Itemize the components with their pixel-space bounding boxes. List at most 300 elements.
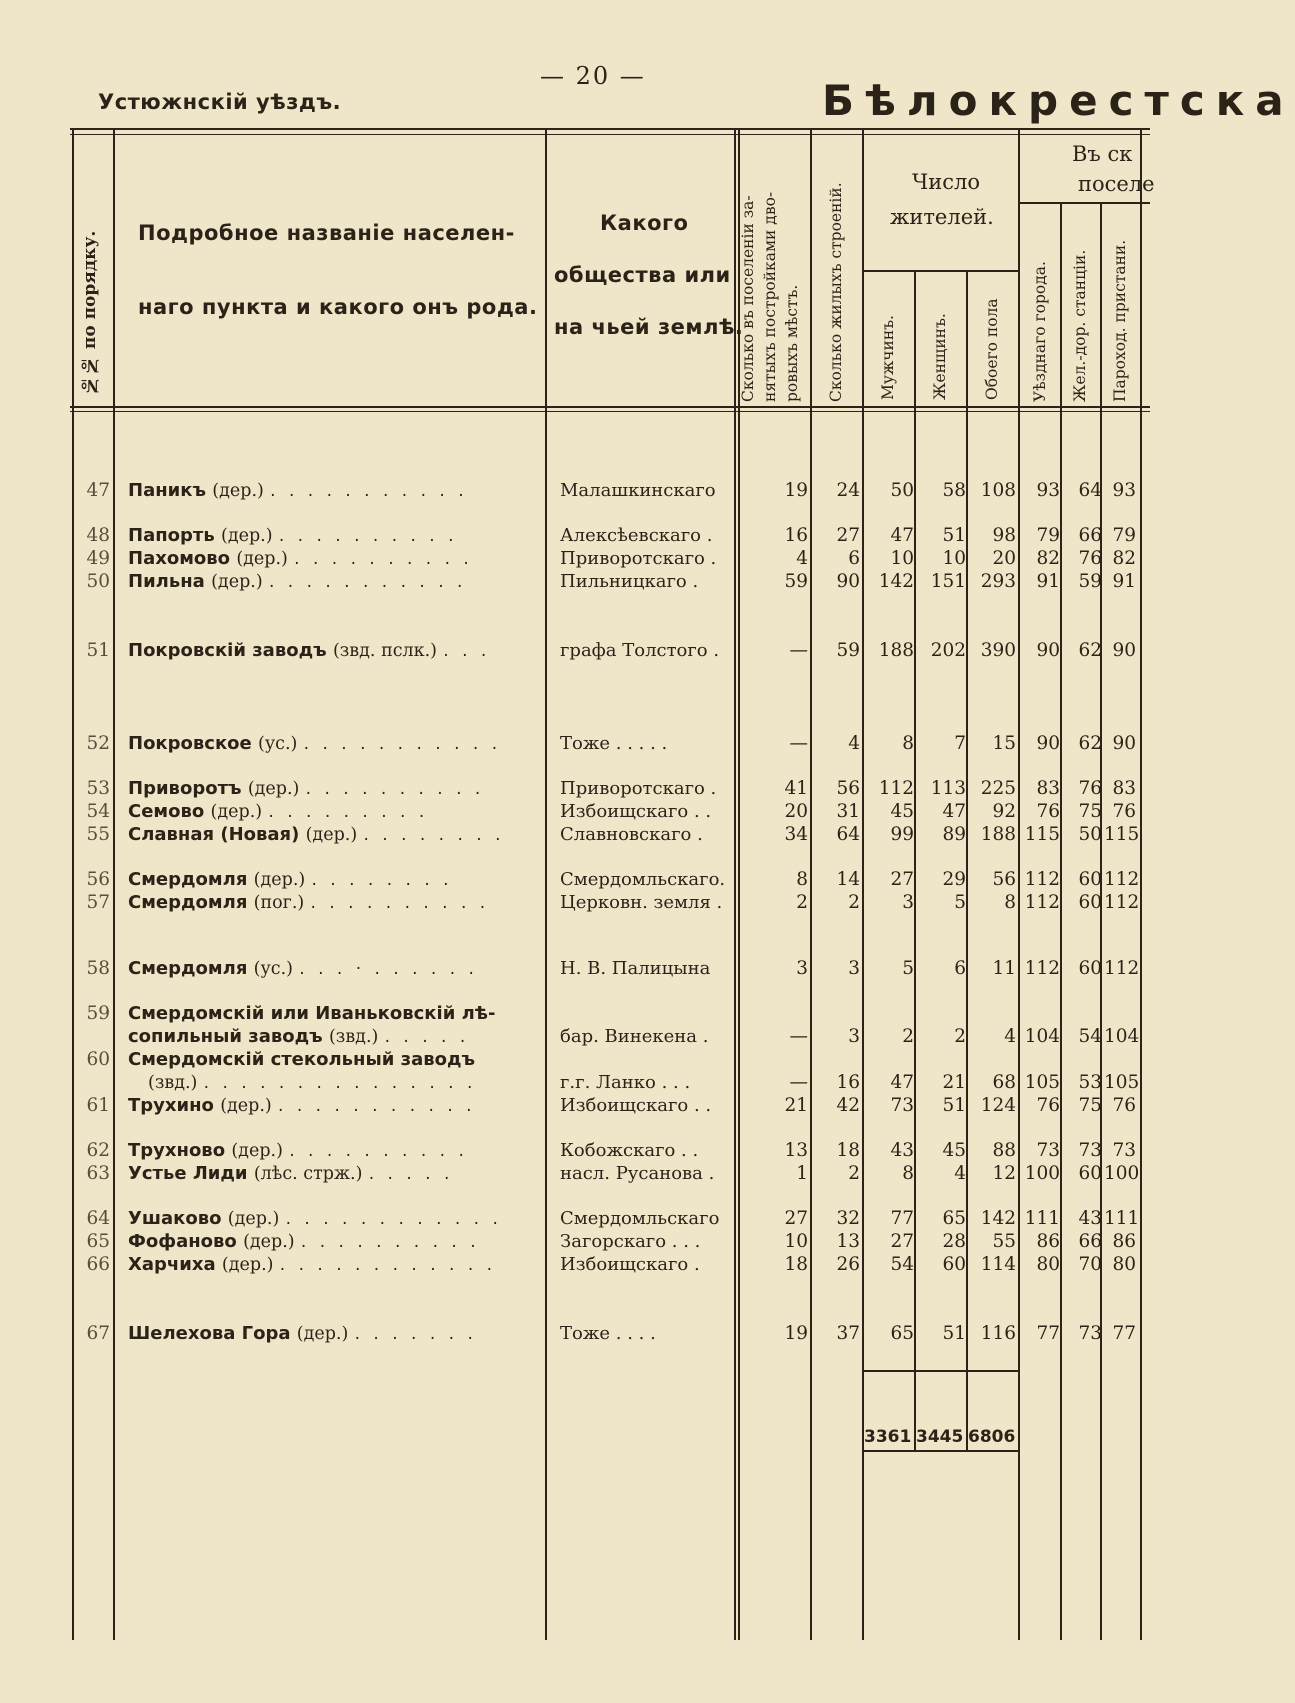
value-c3: 73 (890, 1095, 914, 1116)
value-c6: 112 (1024, 869, 1060, 890)
society-cell: Малашкинскаго (560, 480, 716, 501)
value-c6: 93 (1036, 480, 1060, 501)
value-c5: 142 (980, 1208, 1016, 1229)
value-c2: 3 (848, 958, 860, 979)
value-c3: 8 (902, 733, 914, 754)
value-c7: 75 (1078, 1095, 1102, 1116)
society-cell: Тоже . . . . . (560, 733, 668, 754)
table-row (0, 1003, 1150, 1025)
value-c8: 112 (1104, 869, 1140, 890)
value-c8: 93 (1112, 480, 1136, 501)
value-c2: 13 (836, 1231, 860, 1252)
table-row (0, 733, 1150, 755)
place-type: (дер.) (305, 825, 358, 845)
leader-dots: . . . . . (384, 1027, 470, 1047)
value-c3: 47 (890, 525, 914, 546)
table-row (0, 525, 1150, 547)
col-header-rail: Жел.-дор. станціи. (1071, 249, 1089, 402)
place-name-cell (128, 778, 484, 799)
value-c4: 202 (930, 640, 966, 661)
row-number: 60 (86, 1049, 110, 1070)
value-c1: — (789, 1072, 808, 1093)
value-c3: 45 (890, 801, 914, 822)
leader-dots: . . . . . . . . . . (310, 893, 490, 913)
place-name-cell (128, 1003, 495, 1024)
col-header-distance-2: поселе (1078, 172, 1155, 196)
col-header-society-3: на чьей землѣ. (554, 315, 744, 339)
value-c7: 60 (1078, 892, 1102, 913)
col-line (1100, 202, 1102, 1640)
table-row (0, 1026, 1150, 1048)
value-c1: 13 (784, 1140, 808, 1161)
value-c7: 70 (1078, 1254, 1102, 1275)
place-name-cell (128, 958, 478, 979)
value-c7: 73 (1078, 1140, 1102, 1161)
value-c7: 62 (1078, 733, 1102, 754)
row-number: 65 (86, 1231, 110, 1252)
value-c1: 3 (796, 958, 808, 979)
table-row (0, 778, 1150, 800)
table-row (0, 824, 1150, 846)
table-row (0, 1095, 1150, 1117)
value-c2: 24 (836, 480, 860, 501)
col-header-num: №№ по порядку. (80, 230, 100, 395)
value-c6: 105 (1024, 1072, 1060, 1093)
leader-dots: . . . . . . . . . . . . (279, 1255, 497, 1275)
value-c5: 293 (980, 571, 1016, 592)
value-c2: 3 (848, 1026, 860, 1047)
value-c1: — (789, 1026, 808, 1047)
row-number: 50 (86, 571, 110, 592)
value-c3: 188 (878, 640, 914, 661)
col-header-women: Женщинъ. (931, 313, 949, 400)
value-c8: 100 (1104, 1163, 1140, 1184)
value-c4: 28 (942, 1231, 966, 1252)
place-name: Паникъ (128, 480, 207, 501)
top-rule (70, 128, 1150, 130)
value-c1: 16 (784, 525, 808, 546)
place-name-cell (128, 1140, 468, 1161)
value-c4: 51 (942, 1323, 966, 1344)
value-c3: 142 (878, 571, 914, 592)
value-c5: 225 (980, 778, 1016, 799)
value-c3: 99 (890, 824, 914, 845)
col-header-both: Обоего пола (983, 298, 1001, 400)
value-c3: 77 (890, 1208, 914, 1229)
value-c8: 79 (1112, 525, 1136, 546)
leader-dots: . . . · . . . . . . (299, 959, 478, 979)
value-c1: 21 (784, 1095, 808, 1116)
value-c3: 2 (902, 1026, 914, 1047)
value-c3: 43 (890, 1140, 914, 1161)
row-number: 48 (86, 525, 110, 546)
leader-dots: . . . . . . . . . . . (270, 481, 468, 501)
leader-dots: . . . . . . . . . . (278, 526, 458, 546)
society-cell: г.г. Ланко . . . (560, 1072, 691, 1093)
society-cell: графа Толстого . (560, 640, 720, 661)
row-number: 54 (86, 801, 110, 822)
header-bottom-rule-thin (70, 411, 1150, 412)
value-c5: 11 (992, 958, 1016, 979)
value-c6: 79 (1036, 525, 1060, 546)
value-c8: 112 (1104, 892, 1140, 913)
value-c8: 80 (1112, 1254, 1136, 1275)
value-c6: 80 (1036, 1254, 1060, 1275)
value-c5: 188 (980, 824, 1016, 845)
col-header-town: Уѣзднаго города. (1031, 261, 1049, 402)
value-c3: 65 (890, 1323, 914, 1344)
place-name: Шелехова Гора (128, 1323, 291, 1344)
value-c6: 100 (1024, 1163, 1060, 1184)
row-number: 57 (86, 892, 110, 913)
value-c3: 8 (902, 1163, 914, 1184)
place-name: Пахомово (128, 548, 231, 569)
inhabitants-sub-rule (862, 270, 1018, 272)
value-c5: 4 (1004, 1026, 1016, 1047)
value-c5: 12 (992, 1163, 1016, 1184)
place-name: Ушаково (128, 1208, 222, 1229)
row-number: 55 (86, 824, 110, 845)
place-type: (дер.) (211, 572, 263, 592)
value-c6: 76 (1036, 801, 1060, 822)
value-c2: 90 (836, 571, 860, 592)
society-cell: Смердомльскаго. (560, 869, 726, 890)
value-c5: 55 (992, 1231, 1016, 1252)
value-c4: 47 (942, 801, 966, 822)
place-name: Смердомскій или Иваньковскій лѣ- (128, 1003, 496, 1024)
row-number: 49 (86, 548, 110, 569)
value-c5: 68 (992, 1072, 1016, 1093)
table-row (0, 640, 1150, 662)
leader-dots: . . . . . . . . . . . . (285, 1209, 502, 1229)
leader-dots: . . . . . (368, 1164, 454, 1184)
col-header-society-1: Какого (600, 211, 689, 235)
table-row (0, 1049, 1150, 1071)
value-c4: 60 (942, 1254, 966, 1275)
place-name-cell (128, 480, 468, 501)
value-c2: 14 (836, 869, 860, 890)
place-type: (дер.) (236, 549, 288, 569)
society-cell: Алексѣевскаго . (560, 525, 713, 546)
value-c6: 115 (1024, 824, 1060, 845)
value-c8: 105 (1104, 1072, 1140, 1093)
value-c1: 1 (796, 1163, 808, 1184)
value-c8: 104 (1104, 1026, 1140, 1047)
value-c5: 114 (980, 1254, 1016, 1275)
value-c4: 51 (942, 525, 966, 546)
value-c7: 64 (1078, 480, 1102, 501)
place-type: (дер.) (210, 802, 263, 822)
place-name: Устье Лиди (128, 1163, 248, 1184)
value-c1: — (789, 733, 808, 754)
value-c6: 77 (1036, 1323, 1060, 1344)
value-c4: 5 (954, 892, 966, 913)
value-c7: 66 (1078, 525, 1102, 546)
leader-dots: . . . . . . . (354, 1324, 477, 1344)
value-c3: 47 (890, 1072, 914, 1093)
value-c1: 4 (796, 548, 808, 569)
value-c8: 73 (1112, 1140, 1136, 1161)
place-name-cell (128, 1163, 453, 1184)
value-c7: 76 (1078, 548, 1102, 569)
row-number: 52 (86, 733, 110, 754)
value-c4: 10 (942, 548, 966, 569)
value-c7: 66 (1078, 1231, 1102, 1252)
row-number: 47 (86, 480, 110, 501)
place-name: Семово (128, 801, 205, 822)
table-row (0, 1323, 1150, 1345)
place-name: Смердомля (128, 958, 248, 979)
value-c5: 108 (980, 480, 1016, 501)
row-number: 61 (86, 1095, 110, 1116)
society-cell: Приворотскаго . (560, 548, 717, 569)
value-c6: 83 (1036, 778, 1060, 799)
value-c2: 31 (836, 801, 860, 822)
table-row (0, 480, 1150, 502)
value-c5: 88 (992, 1140, 1016, 1161)
row-number: 56 (86, 869, 110, 890)
place-name-cell (128, 1049, 475, 1070)
value-c3: 3 (902, 892, 914, 913)
place-name: Пильна (128, 571, 205, 592)
value-c4: 151 (930, 571, 966, 592)
place-name: Трухново (128, 1140, 226, 1161)
place-name-cell (128, 1254, 496, 1275)
value-c4: 2 (954, 1026, 966, 1047)
place-type: (пог.) (253, 893, 305, 913)
society-cell: Славновскаго . (560, 824, 703, 845)
value-c3: 54 (890, 1254, 914, 1275)
leader-dots: . . . (443, 641, 491, 661)
place-name: сопильный заводъ (128, 1026, 323, 1047)
value-c2: 37 (836, 1323, 860, 1344)
table-row (0, 571, 1150, 593)
col-header-settled-3: ровыхъ мѣстъ. (783, 284, 801, 402)
value-c6: 112 (1024, 958, 1060, 979)
value-c8: 86 (1112, 1231, 1136, 1252)
value-c2: 16 (836, 1072, 860, 1093)
society-cell: Тоже . . . . (560, 1323, 656, 1344)
value-c2: 26 (836, 1254, 860, 1275)
value-c8: 111 (1104, 1208, 1140, 1229)
place-name-cell (128, 869, 453, 890)
place-type: (дер.) (247, 779, 300, 799)
value-c1: 10 (784, 1231, 808, 1252)
value-c5: 92 (992, 801, 1016, 822)
society-cell: Избоищскаго . . (560, 801, 712, 822)
value-c8: 115 (1104, 824, 1140, 845)
place-name: Покровскій заводъ (128, 640, 327, 661)
value-c2: 42 (836, 1095, 860, 1116)
col-header-name-1: Подробное названіе населен- (138, 221, 515, 245)
society-cell: насл. Русанова . (560, 1163, 715, 1184)
value-c6: 86 (1036, 1231, 1060, 1252)
table-row (0, 892, 1150, 914)
place-type: (дер.) (243, 1232, 295, 1252)
page-number: — 20 — (540, 62, 646, 90)
table-row (0, 1208, 1150, 1230)
leader-dots: . . . . . . . . (363, 825, 505, 845)
value-c6: 104 (1024, 1026, 1060, 1047)
place-name: Славная (Новая) (128, 824, 300, 845)
value-c4: 65 (942, 1208, 966, 1229)
value-c1: 41 (784, 778, 808, 799)
value-c8: 83 (1112, 778, 1136, 799)
value-c8: 82 (1112, 548, 1136, 569)
place-name-cell (128, 1231, 480, 1252)
table-row (0, 958, 1150, 980)
value-c3: 10 (890, 548, 914, 569)
col-header-distance-1: Въ ск (1072, 142, 1133, 166)
leader-dots: . . . . . . . . . . . (303, 734, 502, 754)
table-row (0, 1072, 1150, 1094)
value-c5: 124 (980, 1095, 1016, 1116)
row-number: 62 (86, 1140, 110, 1161)
place-name-cell (128, 733, 501, 754)
value-c8: 77 (1112, 1323, 1136, 1344)
place-name-cell (128, 824, 505, 845)
col-header-pier: Пароход. пристани. (1111, 239, 1129, 402)
value-c8: 76 (1112, 1095, 1136, 1116)
leader-dots: . . . . . . . . . (268, 802, 429, 822)
row-number: 63 (86, 1163, 110, 1184)
place-type: (звд. пслк.) (332, 641, 437, 661)
place-type: (ус.) (253, 959, 293, 979)
society-cell: Пильницкаго . (560, 571, 699, 592)
leader-dots: . . . . . . . . . . . (278, 1096, 476, 1116)
table-row (0, 1140, 1150, 1162)
place-type: (дер.) (220, 1096, 272, 1116)
value-c5: 20 (992, 548, 1016, 569)
leader-dots: . . . . . . . . . . (305, 779, 485, 799)
row-number: 51 (86, 640, 110, 661)
value-c8: 91 (1112, 571, 1136, 592)
place-name: Смердомля (128, 869, 248, 890)
place-name-cell (148, 1072, 476, 1093)
value-c1: 8 (796, 869, 808, 890)
value-c4: 45 (942, 1140, 966, 1161)
value-c6: 73 (1036, 1140, 1060, 1161)
value-c2: 27 (836, 525, 860, 546)
value-c6: 111 (1024, 1208, 1060, 1229)
place-type: (дер.) (227, 1209, 280, 1229)
value-c4: 6 (954, 958, 966, 979)
value-c6: 90 (1036, 733, 1060, 754)
value-c2: 2 (848, 1163, 860, 1184)
header-bottom-rule (70, 406, 1150, 408)
value-c7: 73 (1078, 1323, 1102, 1344)
row-number: 64 (86, 1208, 110, 1229)
society-cell: Н. В. Палицына (560, 958, 711, 979)
col-line (1060, 202, 1062, 1640)
totals-bottom-rule (862, 1450, 1018, 1452)
place-type: (дер.) (212, 481, 264, 501)
place-name: Трухино (128, 1095, 214, 1116)
place-name-cell (128, 1095, 476, 1116)
leader-dots: . . . . . . . . . . . (268, 572, 467, 592)
society-cell: Загорскаго . . . (560, 1231, 701, 1252)
total-women: 3445 (916, 1427, 964, 1447)
society-cell: Избоищскаго . . (560, 1095, 712, 1116)
value-c7: 50 (1078, 824, 1102, 845)
total-both: 6806 (968, 1427, 1016, 1447)
place-name-cell (128, 892, 489, 913)
value-c7: 53 (1078, 1072, 1102, 1093)
value-c1: 19 (784, 1323, 808, 1344)
leader-dots: . . . . . . . . . . . . . . . (203, 1073, 477, 1093)
value-c1: 19 (784, 480, 808, 501)
place-type: (дер.) (296, 1324, 349, 1344)
society-cell: Кобожскаго . . (560, 1140, 699, 1161)
place-type: (дер.) (253, 870, 306, 890)
place-name-cell (128, 548, 473, 569)
value-c5: 8 (1004, 892, 1016, 913)
value-c4: 58 (942, 480, 966, 501)
value-c1: 18 (784, 1254, 808, 1275)
value-c1: 20 (784, 801, 808, 822)
value-c5: 56 (992, 869, 1016, 890)
col-header-settled-2: нятыхъ постройками дво- (761, 191, 779, 402)
place-name: Харчиха (128, 1254, 216, 1275)
value-c4: 7 (954, 733, 966, 754)
value-c8: 76 (1112, 801, 1136, 822)
value-c1: 27 (784, 1208, 808, 1229)
value-c6: 90 (1036, 640, 1060, 661)
society-cell: Смердомльскаго (560, 1208, 720, 1229)
value-c6: 82 (1036, 548, 1060, 569)
value-c3: 5 (902, 958, 914, 979)
col-header-inhabitants-1: Число (912, 170, 980, 194)
value-c7: 43 (1078, 1208, 1102, 1229)
total-men: 3361 (864, 1427, 912, 1447)
table-row (0, 1163, 1150, 1185)
value-c5: 116 (980, 1323, 1016, 1344)
place-name: Покровское (128, 733, 252, 754)
place-type: (дер.) (231, 1141, 283, 1161)
district-title: Устюжнскій уѣздъ. (98, 90, 342, 114)
place-name-cell (128, 640, 490, 661)
place-type: (звд.) (148, 1073, 198, 1093)
table-row (0, 1231, 1150, 1253)
value-c1: 34 (784, 824, 808, 845)
row-number: 66 (86, 1254, 110, 1275)
leader-dots: . . . . . . . . . . (289, 1141, 468, 1161)
totals-top-rule (862, 1370, 1018, 1372)
place-name: Папорть (128, 525, 215, 546)
value-c6: 112 (1024, 892, 1060, 913)
value-c4: 4 (954, 1163, 966, 1184)
place-type: (лѣс. стрж.) (253, 1164, 363, 1184)
col-header-inhabitants-2: жителей. (890, 205, 994, 229)
leader-dots: . . . . . . . . . . (300, 1232, 480, 1252)
value-c2: 59 (836, 640, 860, 661)
row-number: 58 (86, 958, 110, 979)
value-c5: 15 (992, 733, 1016, 754)
value-c4: 29 (942, 869, 966, 890)
place-name-cell (128, 525, 458, 546)
value-c1: — (789, 640, 808, 661)
society-cell: Приворотскаго . (560, 778, 717, 799)
value-c6: 91 (1036, 571, 1060, 592)
col-header-men: Мужчинъ. (879, 315, 897, 400)
value-c7: 60 (1078, 958, 1102, 979)
value-c7: 76 (1078, 778, 1102, 799)
row-number: 53 (86, 778, 110, 799)
place-type: (дер.) (221, 526, 273, 546)
place-name-cell (128, 801, 428, 822)
value-c7: 54 (1078, 1026, 1102, 1047)
value-c5: 98 (992, 525, 1016, 546)
